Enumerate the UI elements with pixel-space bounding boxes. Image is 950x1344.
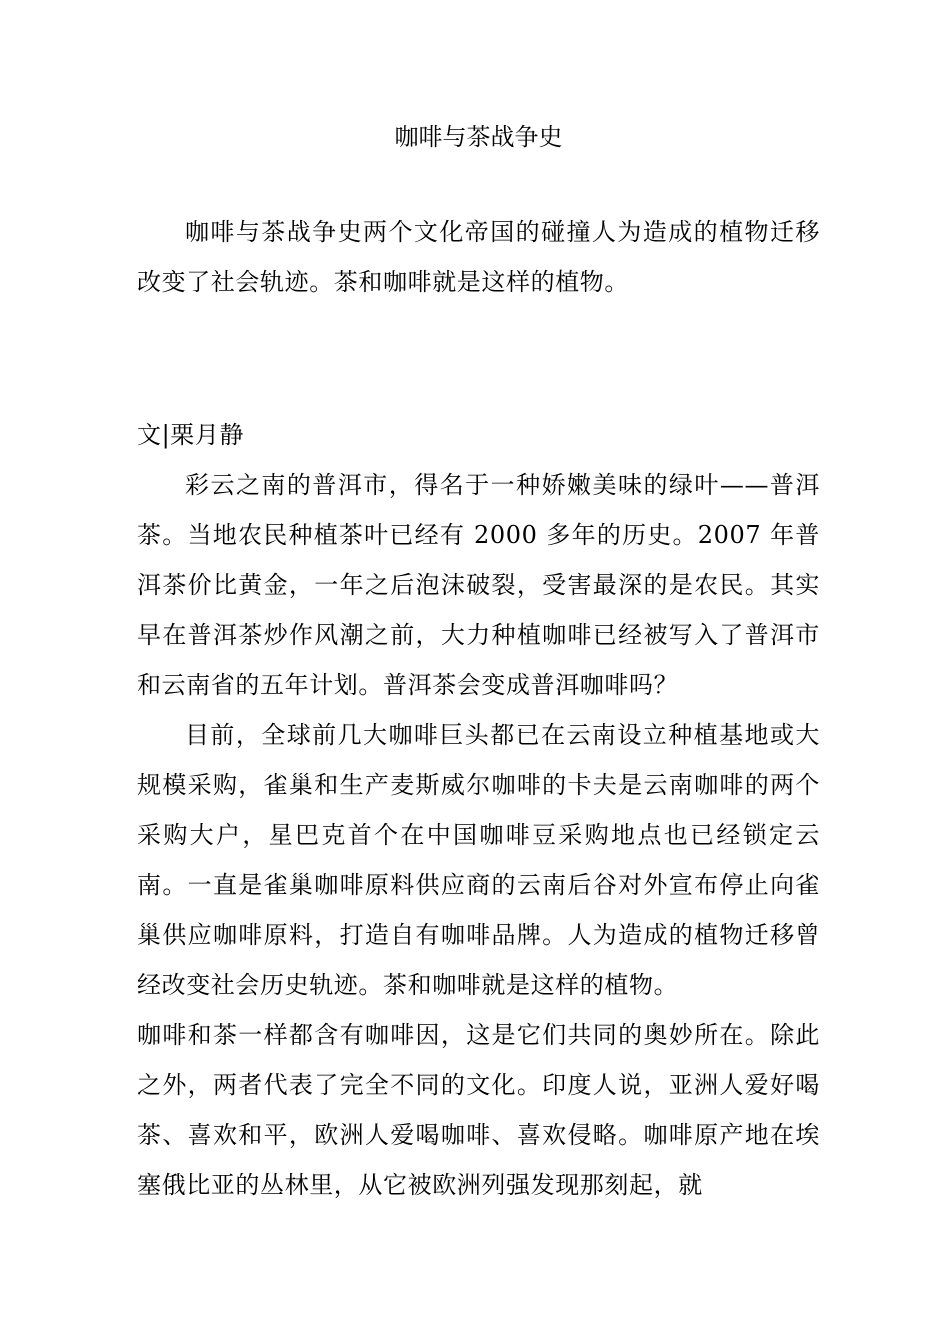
- page-title: 咖啡与茶战争史: [394, 123, 563, 151]
- body-paragraph: 咖啡和茶一样都含有咖啡因，这是它们共同的奥妙所在。除此之外，两者代表了完全不同的文化。印度人说，亚洲人爱好喝茶、喜欢和平，欧洲人爱喝咖啡、喜欢侵略。咖啡原产地在埃塞俄比亚的丛林里，从它被欧洲列强发现那刻起，就: [137, 1021, 820, 1199]
- body-paragraph: 目前，全球前几大咖啡巨头都已在云南设立种植基地或大规模采购，雀巢和生产麦斯威尔咖啡的卡夫是云南咖啡的两个采购大户，星巴克首个在中国咖啡豆采购地点也已经锁定云南。一直是雀巢咖啡原料供应商的云南后谷对外宣布停止向雀巢供应咖啡原料，打造自有咖啡品牌。人为造成的植物迁移曾经改变社会历史轨迹。茶和咖啡就是这样的植物。: [137, 721, 820, 999]
- body-paragraph: 彩云之南的普洱市，得名于一种娇嫩美味的绿叶——普洱茶。当地农民种植茶叶已经有 2000 多年的历史。2007 年普洱茶价比黄金，一年之后泡沫破裂，受害最深的是农民。其实早在普洱茶炒作风潮之前，大力种植咖啡已经被写入了普洱市和云南省的五年计划。普洱茶会变成普洱咖啡吗？: [137, 471, 820, 699]
- lead-paragraph: 咖啡与茶战争史两个文化帝国的碰撞人为造成的植物迁移改变了社会轨迹。茶和咖啡就是这样的植物。: [137, 218, 820, 296]
- author-byline: 文|栗月静: [137, 421, 245, 449]
- document-body: [137, 112, 820, 1210]
